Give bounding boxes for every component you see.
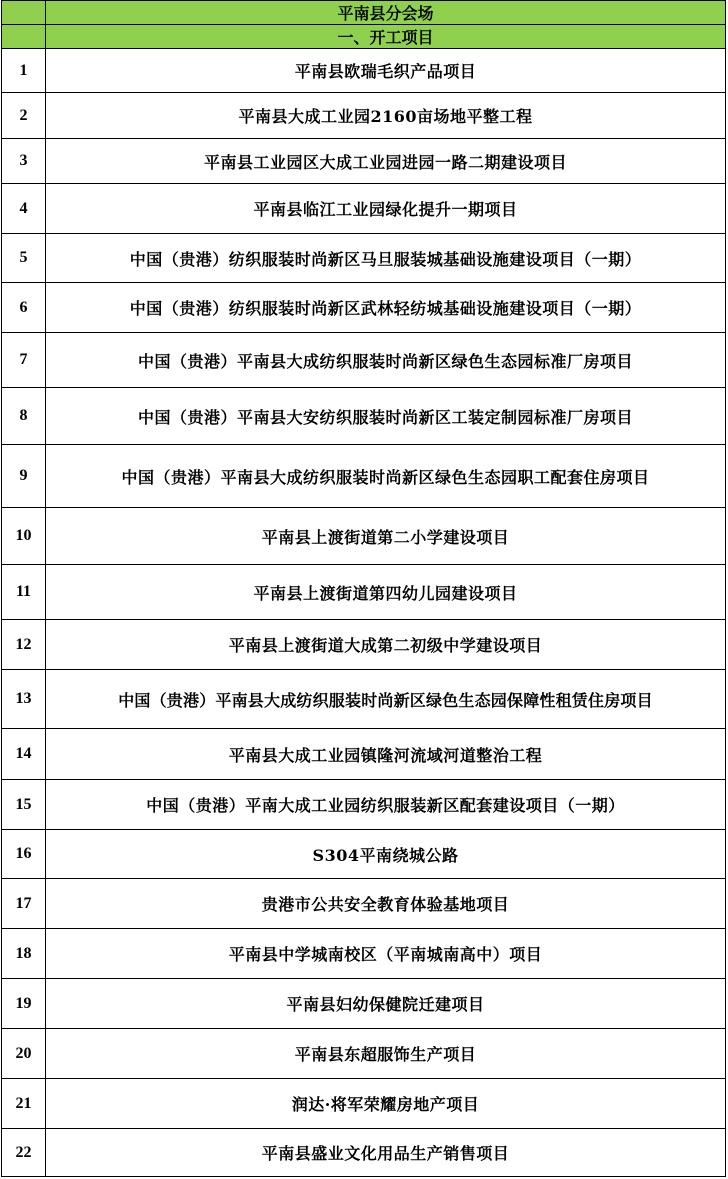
project-name: 平南县上渡街道第四幼儿园建设项目 (46, 565, 726, 620)
table-row (2, 879, 726, 929)
table-row (2, 929, 726, 979)
project-name: 平南县东超服饰生产项目 (46, 1029, 726, 1079)
row-number: 13 (2, 670, 46, 729)
project-name: 平南县中学城南校区（平南城南高中）项目 (46, 929, 726, 979)
table-row (2, 780, 726, 830)
row-number: 1 (2, 49, 46, 93)
project-name: 贵港市公共安全教育体验基地项目 (46, 879, 726, 929)
project-name: S304平南绕城公路 (46, 830, 726, 879)
row-number: 14 (2, 729, 46, 780)
project-name: 润达·将军荣耀房地产项目 (46, 1079, 726, 1129)
table-row (2, 670, 726, 729)
row-number: 10 (2, 508, 46, 565)
venue-title: 平南县分会场 (46, 1, 726, 25)
project-name: 平南县上渡街道大成第二初级中学建设项目 (46, 620, 726, 670)
table-row (2, 184, 726, 234)
project-table (1, 0, 726, 1177)
project-name: 平南县上渡街道第二小学建设项目 (46, 508, 726, 565)
row-number: 6 (2, 283, 46, 333)
project-name: 中国（贵港）纺织服装时尚新区马旦服装城基础设施建设项目（一期） (46, 234, 726, 283)
row-number: 8 (2, 388, 46, 445)
row-number: 18 (2, 929, 46, 979)
project-name: 平南县临江工业园绿化提升一期项目 (46, 184, 726, 234)
project-name: 中国（贵港）平南县大成纺织服装时尚新区绿色生态园职工配套住房项目 (46, 445, 726, 508)
table-row (2, 565, 726, 620)
table-row (2, 508, 726, 565)
row-number: 3 (2, 139, 46, 184)
table-row (2, 234, 726, 283)
project-name: 平南县工业园区大成工业园进园一路二期建设项目 (46, 139, 726, 184)
table-row (2, 830, 726, 879)
header-blank-cell (2, 25, 46, 49)
table-row (2, 139, 726, 184)
table-row (2, 283, 726, 333)
row-number: 15 (2, 780, 46, 830)
row-number: 12 (2, 620, 46, 670)
section-header-row (2, 25, 726, 49)
table-row (2, 729, 726, 780)
table-row (2, 445, 726, 508)
project-name: 中国（贵港）纺织服装时尚新区武林轻纺城基础设施建设项目（一期） (46, 283, 726, 333)
table-row (2, 49, 726, 93)
project-name: 平南县妇幼保健院迁建项目 (46, 979, 726, 1029)
row-number: 2 (2, 93, 46, 139)
row-number: 16 (2, 830, 46, 879)
project-name: 中国（贵港）平南县大安纺织服装时尚新区工装定制园标准厂房项目 (46, 388, 726, 445)
row-number: 19 (2, 979, 46, 1029)
row-number: 17 (2, 879, 46, 929)
table-row (2, 1079, 726, 1129)
table-row (2, 93, 726, 139)
row-number: 4 (2, 184, 46, 234)
header-blank-cell (2, 1, 46, 25)
project-name: 平南县大成工业园镇隆河流域河道整治工程 (46, 729, 726, 780)
row-number: 22 (2, 1129, 46, 1177)
table-row (2, 1029, 726, 1079)
project-name: 中国（贵港）平南大成工业园纺织服装新区配套建设项目（一期） (46, 780, 726, 830)
row-number: 5 (2, 234, 46, 283)
project-name: 中国（贵港）平南县大成纺织服装时尚新区绿色生态园标准厂房项目 (46, 333, 726, 388)
table-row (2, 333, 726, 388)
section-title: 一、开工项目 (46, 25, 726, 49)
project-name: 中国（贵港）平南县大成纺织服装时尚新区绿色生态园保障性租赁住房项目 (46, 670, 726, 729)
project-name: 平南县欧瑞毛织产品项目 (46, 49, 726, 93)
table-row (2, 979, 726, 1029)
project-name: 平南县大成工业园2160亩场地平整工程 (46, 93, 726, 139)
project-name: 平南县盛业文化用品生产销售项目 (46, 1129, 726, 1177)
row-number: 20 (2, 1029, 46, 1079)
row-number: 11 (2, 565, 46, 620)
row-number: 21 (2, 1079, 46, 1129)
row-number: 9 (2, 445, 46, 508)
table-row (2, 1129, 726, 1177)
table-row (2, 620, 726, 670)
row-number: 7 (2, 333, 46, 388)
venue-header-row (2, 1, 726, 25)
table-row (2, 388, 726, 445)
